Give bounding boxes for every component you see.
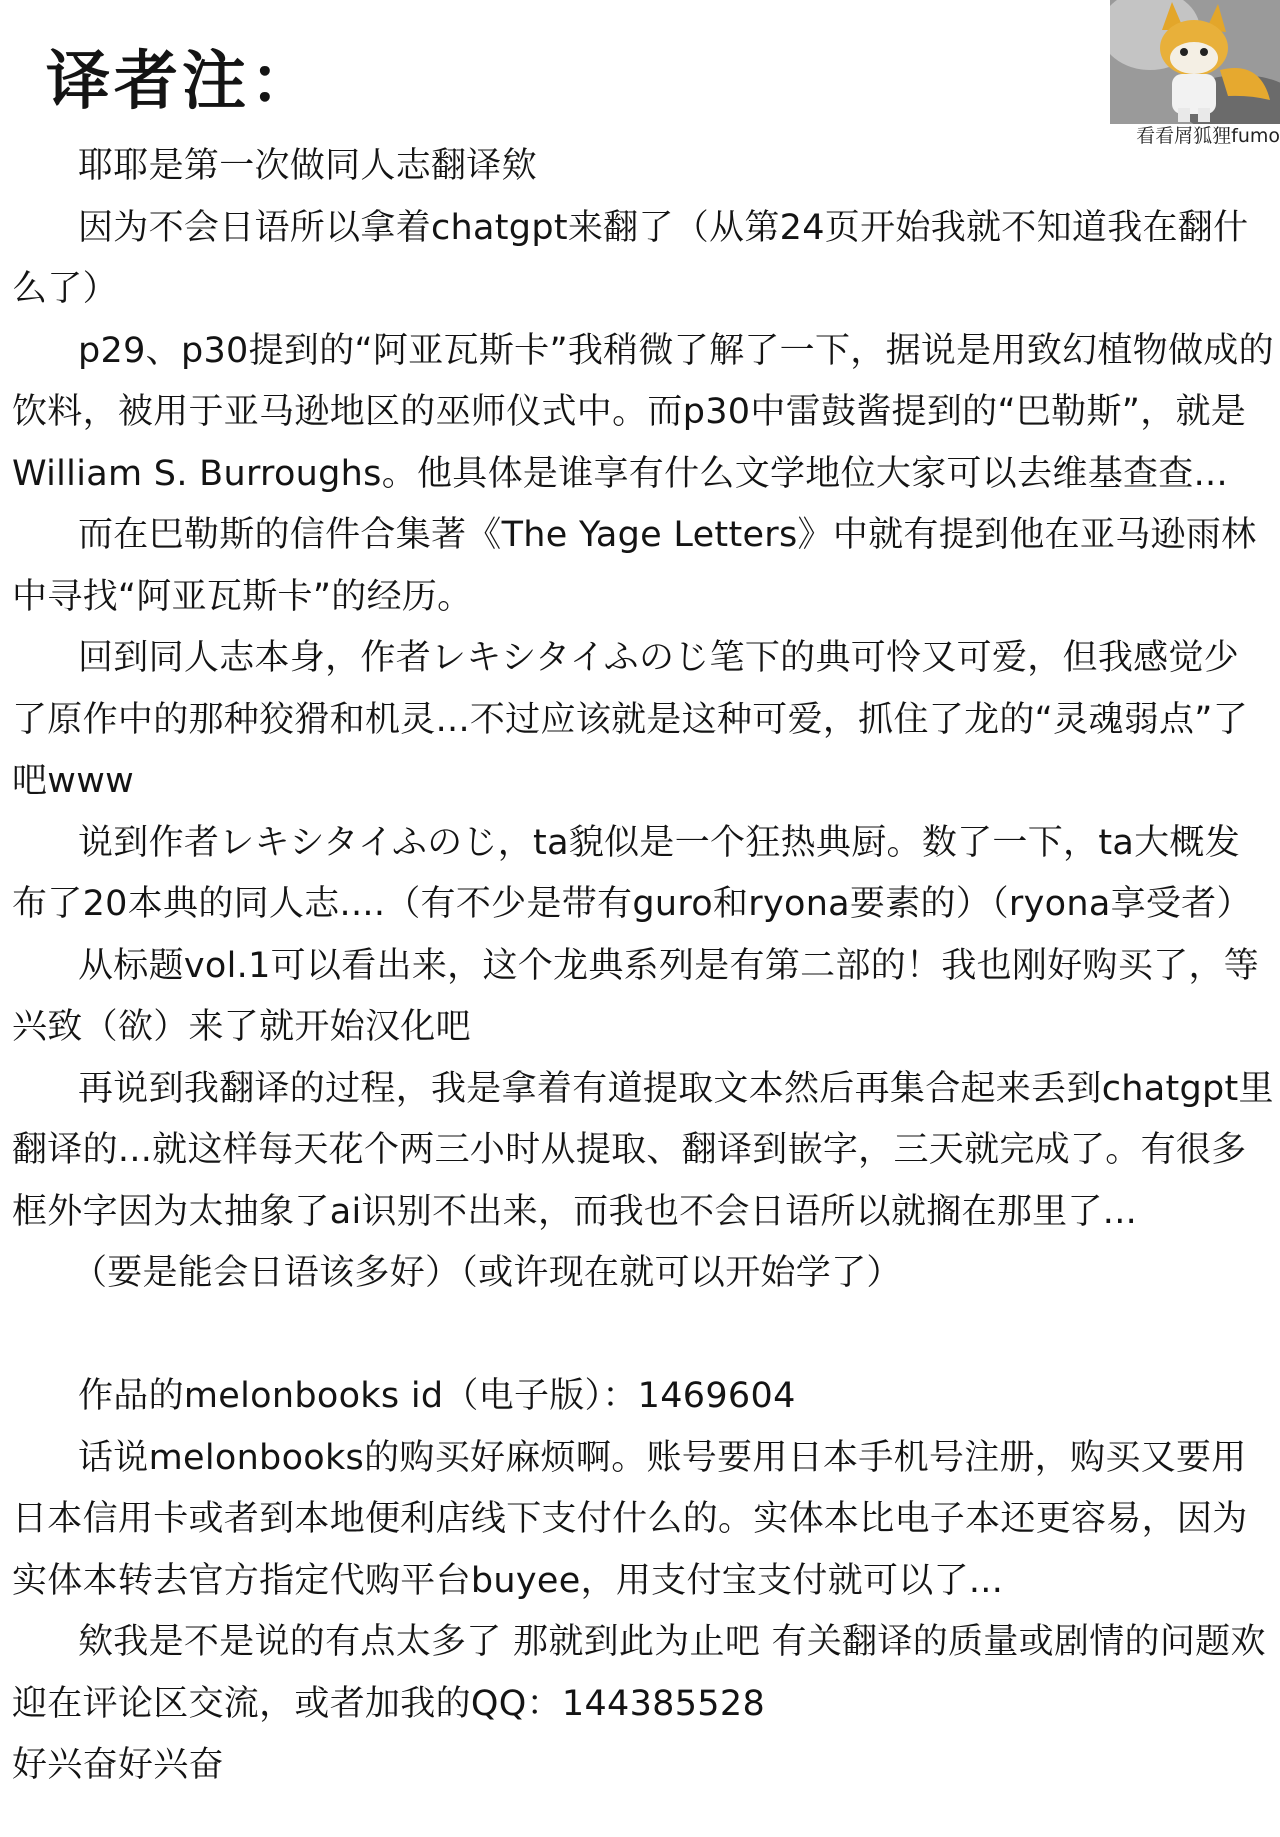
paragraph: 而在巴勒斯的信件合集著《The Yage Letters》中就有提到他在亚马逊雨林中寻找“阿亚瓦斯卡”的经历。 (12, 515, 1257, 617)
paragraph: 因为不会日语所以拿着chatgpt来翻了（从第24页开始我就不知道我在翻什么了） (12, 207, 1249, 309)
paragraph: 欸我是不是说的有点太多了 那就到此为止吧 有关翻译的质量或剧情的问题欢迎在评论区交流，或者加我的QQ：144385528 (12, 1622, 1266, 1724)
paragraph: （要是能会日语该多好）（或许现在就可以开始学了） (72, 1253, 902, 1293)
paragraph: 从标题vol.1可以看出来，这个龙典系列是有第二部的！我也刚好购买了，等兴致（欲）来了就开始汉化吧 (12, 945, 1260, 1047)
paragraph: 再说到我翻译的过程，我是拿着有道提取文本然后再集合起来丢到chatgpt里翻译的...就这样每天花个两三小时从提取、翻译到嵌字，三天就完成了。有很多框外字因为太抽象了ai识别不出来，而我也不会日语所以就搁在那里了... (12, 1068, 1274, 1232)
fox-plush-photo (1110, 0, 1280, 124)
corner-image-caption: 看看屑狐狸fumo (1136, 125, 1280, 147)
page-title: 译者注： (46, 45, 318, 119)
blank-line (12, 1305, 1274, 1367)
paragraph: 回到同人志本身，作者レキシタイふのじ笔下的典可怜又可爱，但我感觉少了原作中的那种狡猾和机灵...不过应该就是这种可爱，抓住了龙的“灵魂弱点”了吧www (12, 638, 1249, 801)
paragraph: 好兴奋好兴奋 (12, 1745, 224, 1785)
note-body (12, 136, 1274, 1797)
paragraph: 耶耶是第一次做同人志翻译欸 (78, 146, 537, 186)
paragraph: 话说melonbooks的购买好麻烦啊。账号要用日本手机号注册，购买又要用日本信用卡或者到本地便利店线下支付什么的。实体本比电子本还更容易，因为实体本转去官方指定代购平台buyee，用支付宝支付就可以了... (12, 1437, 1248, 1601)
fox-plush-icon (1110, 0, 1280, 124)
corner-image (1110, 0, 1280, 148)
paragraph: p29、p30提到的“阿亚瓦斯卡”我稍微了解了一下，据说是用致幻植物做成的饮料，被用于亚马逊地区的巫师仪式中。而p30中雷鼓酱提到的“巴勒斯”，就是William S. Burroughs。他具体是谁享有什么文学地位大家可以去维基查查... (12, 330, 1274, 494)
paragraph: 作品的melonbooks id（电子版）：1469604 (78, 1376, 796, 1416)
paragraph: 说到作者レキシタイふのじ，ta貌似是一个狂热典厨。数了一下，ta大概发布了20本典的同人志....（有不少是带有guro和ryona要素的）（ryona享受者） (12, 822, 1252, 924)
